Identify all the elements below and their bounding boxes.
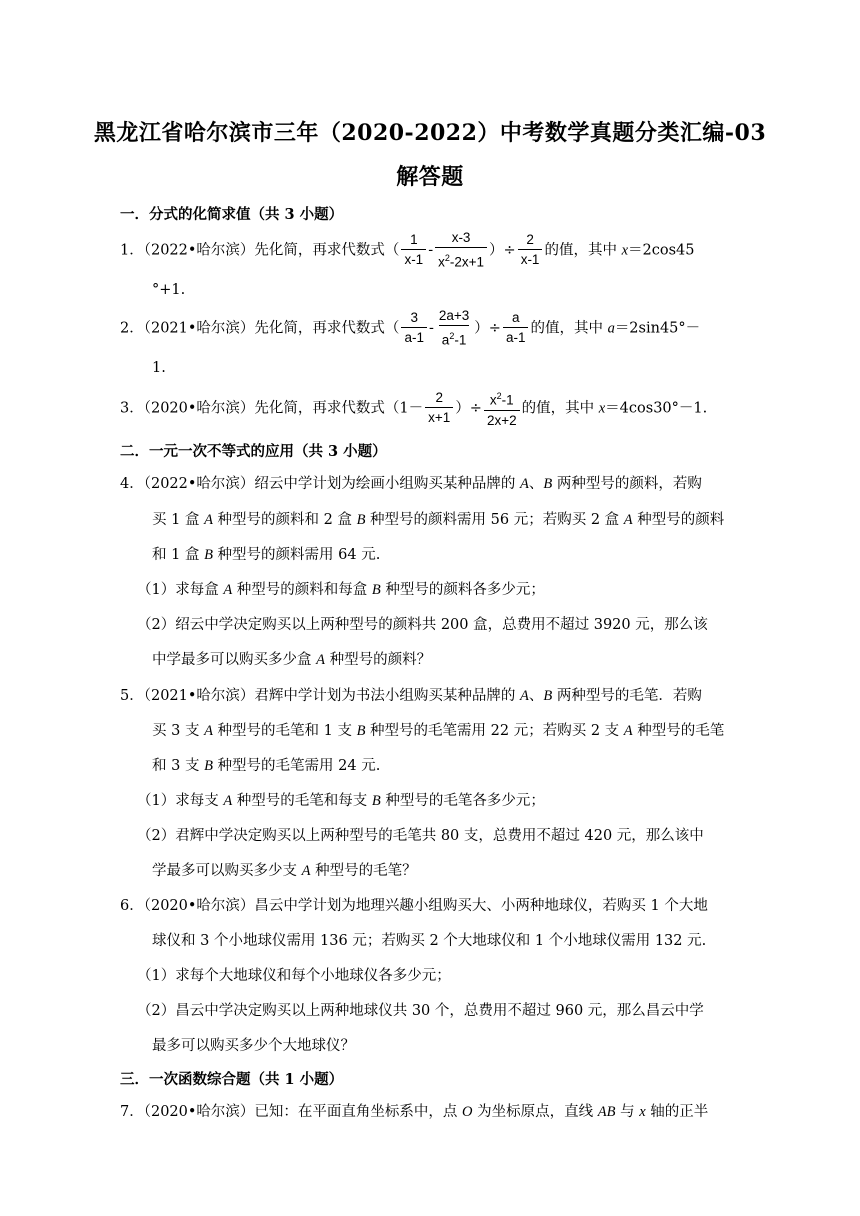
question-5-line-2: 买 3 支 A 种型号的毛笔和 1 支 B 种型号的毛笔需用 22 元；若购买 2 支 A 种型号的毛笔 [152,723,725,739]
doc-title: 黑龙江省哈尔滨市三年（2020-2022）中考数学真题分类汇编-03 [93,120,767,146]
question-6-part-2: （2）昌云中学决定购买以上两种地球仪共 30 个，总费用不超过 960 元，那么昌云中学 [137,1003,704,1019]
question-6-part-1: （1）求每个大地球仪和每个小地球仪各多少元； [137,968,451,984]
question-4-line-1: 4．（2022•哈尔滨）绍云中学计划为绘画小组购买某种品牌的 A、B 两种型号的颜料，若购 [120,476,702,492]
q1-prefix: 1．（2022•哈尔滨）先化简，再求代数式（ [120,242,400,259]
q1-fraction-2: $\frac{x-3}{x^2-2x+1}$ [435,230,487,271]
question-6-part-2-cont: 最多可以购买多少个大地球仪？ [152,1038,355,1054]
q3-fraction-2: $\frac{x^2-1}{2x+2}$ [484,388,520,429]
q2-fraction-3: $\frac{a}{a-1}$ [503,310,529,346]
question-4-line-2: 买 1 盒 A 种型号的颜料和 2 盒 B 种型号的颜料需用 56 元；若购买 2 盒 A 种型号的颜料 [152,512,725,528]
question-4-part-2-cont: 中学最多可以购买多少盒 A 种型号的颜料？ [152,652,432,668]
question-4-part-2: （2）绍云中学决定购买以上两种型号的颜料共 200 盒，总费用不超过 3920 元，那么该 [137,617,708,633]
question-5-part-2-cont: 学最多可以购买多少支 A 种型号的毛笔？ [152,863,417,879]
question-6-line-2: 球仪和 3 个小地球仪需用 136 元；若购买 2 个大地球仪和 1 个小地球仪需用 132 元. [152,933,707,949]
question-3: 3．（2020•哈尔滨）先化简，再求代数式（1－ $\frac{2}{x+1}$ ）÷ $\frac{x^2-1}{2x+2}$ 的值，其中 x＝4cos30°－1. [120,388,707,429]
q2-prefix: 2．（2021•哈尔滨）先化简，再求代数式（ [120,320,400,337]
question-2-cont: 1. [152,360,166,376]
question-4-line-3: 和 1 盒 B 种型号的颜料需用 64 元. [152,547,381,563]
q1-fraction-1: $\frac{1}{x-1}$ [401,232,426,268]
q3-prefix: 3．（2020•哈尔滨）先化简，再求代数式（1－ [120,400,424,417]
q3-fraction-1: $\frac{2}{x+1}$ [425,390,453,426]
question-5-line-1: 5．（2021•哈尔滨）君辉中学计划为书法小组购买某种品牌的 A、B 两种型号的毛笔．若购 [120,688,702,704]
question-4-part-1: （1）求每盒 A 种型号的颜料和每盒 B 种型号的颜料各多少元； [137,582,545,598]
q2-fraction-1: $\frac{3}{a-1}$ [401,310,427,346]
question-1-cont: °+1. [152,282,186,298]
question-7-line-1: 7．（2020•哈尔滨）已知：在平面直角坐标系中，点 O 为坐标原点，直线 AB 与 x 轴的正半 [120,1104,709,1120]
section-heading-1: 一．分式的化简求值（共 3 小题） [120,206,344,223]
question-1: 1．（2022•哈尔滨）先化简，再求代数式（ $\frac{1}{x-1}$ - $\frac{x-3}{x^2-2x+1}$ ）÷ $\frac{2}{x-1}$ 的值，其中 x＝2cos45 [120,230,695,270]
question-5-part-1: （1）求每支 A 种型号的毛笔和每支 B 种型号的毛笔各多少元； [137,793,545,809]
question-2: 2．（2021•哈尔滨）先化简，再求代数式（ $\frac{3}{a-1}$ - $\frac{2a+3}{a^2-1}$ ）÷ $\frac{a}{a-1}$ 的值，其中 a＝2sin45°－ [120,308,701,348]
section-heading-3: 三．一次函数综合题（共 1 小题） [120,1071,344,1088]
q2-fraction-2: $\frac{2a+3}{a^2-1}$ [438,308,470,348]
q1-fraction-3: $\frac{2}{x-1}$ [518,232,543,268]
question-6-line-1: 6．（2020•哈尔滨）昌云中学计划为地理兴趣小组购买大、小两种地球仪，若购买 1 个大地 [120,898,708,914]
section-heading-2: 二．一元一次不等式的应用（共 3 小题） [120,443,387,460]
doc-subtitle: 解答题 [396,164,464,190]
question-5-line-3: 和 3 支 B 种型号的毛笔需用 24 元. [152,758,381,774]
question-5-part-2: （2）君辉中学决定购买以上两种型号的毛笔共 80 支，总费用不超过 420 元，那么该中 [137,828,704,844]
